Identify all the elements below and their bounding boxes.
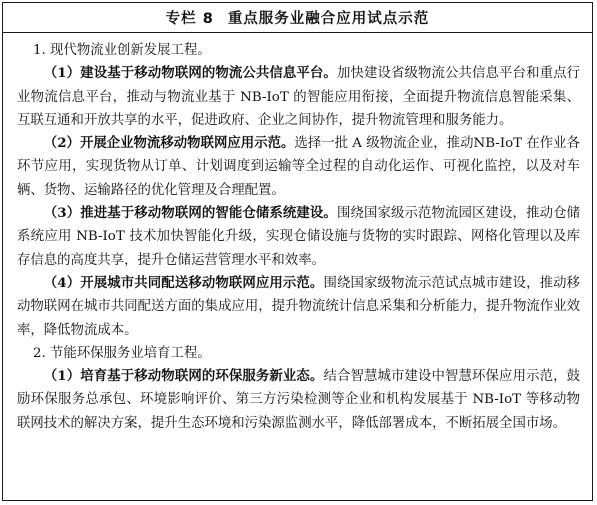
paragraph-body: 围绕国家级物流示范试点城市建设，推动移动物联网在城市共同配送方面的集成应用，提升物流统计信息采集和分析能力，提升物流作业效率，降低物流成本。 (17, 275, 580, 338)
box-header (3, 3, 592, 33)
paragraph-body: 加快建设省级物流公共信息平台和重点行业物流信息平台，推动与物流业基于 NB-IoT 的智能应用衔接，全面提升物流信息智能采集、互联互通和开放共享的水平，促进政府、企业之间协作，提升物流管理和服务能力。 (17, 66, 580, 128)
paragraph-body: 选择一批 A 级物流企业，推动NB-IoT 在作业各环节应用，实现货物从订单、计划调度到运输等全过程的自动化运作、可视化监控，以及对车辆、货物、运输路径的优化管理及合理配置。 (17, 136, 580, 198)
section-heading: 1. 现代物流业创新发展工程。 (33, 43, 211, 58)
paragraph-lead: （3）推进基于移动物联网的智能仓储系统建设。 (43, 205, 337, 222)
paragraph (17, 132, 580, 202)
paragraph (17, 202, 580, 272)
column-box (2, 2, 593, 501)
box-content (3, 33, 592, 435)
paragraph-lead: （1）建设基于移动物联网的物流公共信息平台。 (43, 65, 337, 82)
paragraph-lead: （4）开展城市共同配送移动物联网应用示范。 (43, 274, 324, 291)
paragraph-lead: （2）开展企业物流移动物联网应用示范。 (43, 135, 295, 152)
section-heading: 2. 节能环保服务业培育工程。 (33, 345, 211, 361)
column-label: 专栏 8 (165, 11, 214, 27)
paragraph (17, 365, 580, 435)
paragraph-body: 围绕国家级示范物流园区建设，推动仓储系统应用 NB-IoT 技术加快智能化升级，实现仓储设施与货物的实时跟踪、网格化管理以及库存信息的高度共享，提升仓储运营管理水平和效率。 (17, 206, 580, 268)
paragraph-body: 结合智慧城市建设中智慧环保应用示范，鼓励环保服务总承包、环境影响评价、第三方污染检测等企业和机构发展基于 NB-IoT 等移动物联网技术的解决方案，提升生态环境和污染源监测水平，降低部署成本，不断拓展全国市场。 (17, 369, 580, 431)
paragraph (17, 272, 580, 342)
paragraph-lead: （1）培育基于移动物联网的环保服务新业态。 (43, 368, 324, 385)
paragraph (17, 62, 580, 132)
column-title: 重点服务业融合应用试点示范 (227, 11, 430, 27)
